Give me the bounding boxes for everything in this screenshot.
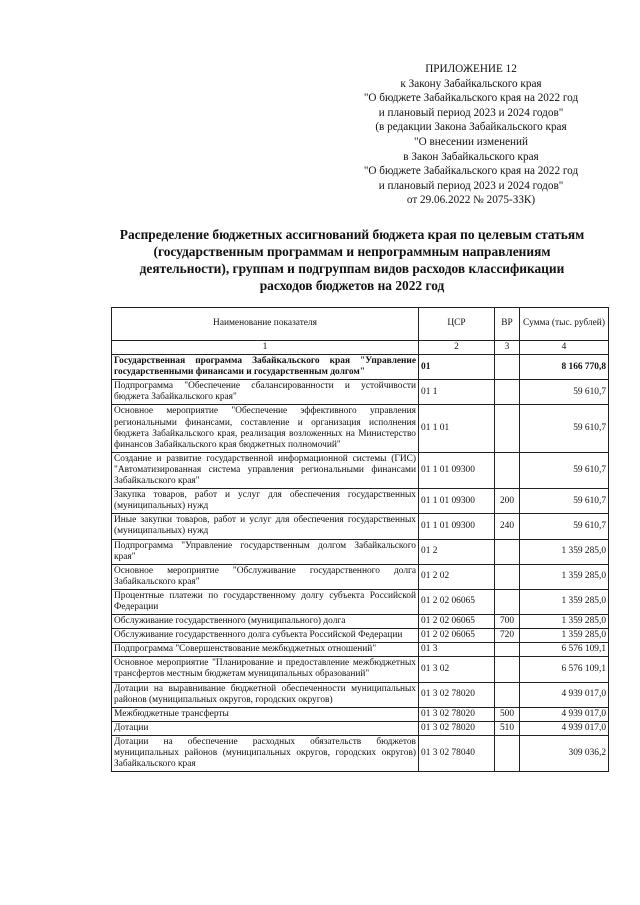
title-line: Распределение бюджетных ассигнований бюджета края по целевым статьям <box>119 227 585 242</box>
row-vr <box>495 539 520 564</box>
row-sum: 4 939 017,0 <box>520 682 609 707</box>
row-name: Дотации на выравнивание бюджетной обеспеченности муниципальных районов (муниципальных округов, городских округов) <box>112 682 419 707</box>
row-csr: 01 2 02 06065 <box>419 589 495 614</box>
row-name: Основное мероприятие "Планирование и предоставление межбюджетных трансфертов местным бюджетам муниципальных образований" <box>112 657 419 682</box>
column-number: 2 <box>419 341 495 355</box>
row-sum: 1 359 285,0 <box>520 589 609 614</box>
row-name: Государственная программа Забайкальского края "Управление государственными финансами и государственным долгом" <box>112 355 419 380</box>
appendix-line: "О бюджете Забайкальского края на 2022 год <box>363 92 579 105</box>
row-name: Обслуживание государственного (муниципального) долга <box>112 615 419 629</box>
table-row <box>112 539 609 564</box>
row-vr: 240 <box>495 514 520 539</box>
row-name: Дотации <box>112 721 419 735</box>
row-sum: 1 359 285,0 <box>520 539 609 564</box>
row-name: Процентные платежи по государственному долгу субъекта Российской Федерации <box>112 589 419 614</box>
header-name: Наименование показателя <box>112 308 419 341</box>
row-csr: 01 3 02 78020 <box>419 707 495 721</box>
column-number-row <box>112 341 609 355</box>
table-row <box>112 380 609 405</box>
row-vr <box>495 589 520 614</box>
row-csr: 01 1 01 <box>419 405 495 452</box>
appendix-line: "О бюджете Забайкальского края на 2022 год <box>363 165 579 178</box>
header-sum: Сумма (тыс. рублей) <box>520 308 609 341</box>
row-csr: 01 3 02 78020 <box>419 682 495 707</box>
appendix-line: ПРИЛОЖЕНИЕ 12 <box>425 63 517 75</box>
row-sum: 4 939 017,0 <box>520 721 609 735</box>
row-name: Подпрограмма "Управление государственным долгом Забайкальского края" <box>112 539 419 564</box>
table-row <box>112 657 609 682</box>
row-sum: 4 939 017,0 <box>520 707 609 721</box>
row-sum: 6 576 109,1 <box>520 643 609 657</box>
row-csr: 01 2 02 06065 <box>419 629 495 643</box>
table-row <box>112 682 609 707</box>
row-vr <box>495 735 520 771</box>
row-csr: 01 1 01 09300 <box>419 452 495 488</box>
row-vr: 720 <box>495 629 520 643</box>
appendix-line: к Закону Забайкальского края <box>400 77 542 90</box>
appendix-line: "О внесении изменений <box>414 135 528 148</box>
row-sum: 59 610,7 <box>520 489 609 514</box>
row-csr: 01 3 02 <box>419 657 495 682</box>
row-vr <box>495 657 520 682</box>
row-csr: 01 1 <box>419 380 495 405</box>
appendix-line: от 29.06.2022 № 2075-ЗЗК) <box>406 194 536 207</box>
row-csr: 01 1 01 09300 <box>419 514 495 539</box>
row-csr: 01 <box>419 355 495 380</box>
row-vr: 500 <box>495 707 520 721</box>
row-name: Межбюджетные трансферты <box>112 707 419 721</box>
title-line: деятельности), группам и подгруппам видов расходов классификации <box>139 261 565 276</box>
row-csr: 01 1 01 09300 <box>419 489 495 514</box>
document-title <box>100 226 604 294</box>
row-sum: 6 576 109,1 <box>520 657 609 682</box>
row-name: Создание и развитие государственной информационной системы (ГИС) "Автоматизированная система управления региональными финансами Забайкальского края" <box>112 452 419 488</box>
header-csr: ЦСР <box>419 308 495 341</box>
table-row <box>112 629 609 643</box>
budget-table <box>111 307 609 772</box>
appendix-line: в Закон Забайкальского края <box>403 150 539 163</box>
appendix-line: и плановый период 2023 и 2024 годов" <box>378 179 564 192</box>
table-row <box>112 514 609 539</box>
row-sum: 1 359 285,0 <box>520 615 609 629</box>
row-sum: 1 359 285,0 <box>520 629 609 643</box>
row-vr <box>495 405 520 452</box>
row-vr <box>495 380 520 405</box>
column-number: 3 <box>495 341 520 355</box>
title-line: расходов бюджетов на 2022 год <box>259 278 445 293</box>
row-vr: 510 <box>495 721 520 735</box>
table-row <box>112 489 609 514</box>
row-sum: 8 166 770,8 <box>520 355 609 380</box>
table-row <box>112 735 609 771</box>
row-vr <box>495 643 520 657</box>
row-csr: 01 3 02 78020 <box>419 721 495 735</box>
appendix-line: (в редакции Закона Забайкальского края <box>375 121 567 134</box>
row-vr <box>495 564 520 589</box>
row-name: Основное мероприятие "Обслуживание государственного долга Забайкальского края" <box>112 564 419 589</box>
row-name: Обслуживание государственного долга субъекта Российской Федерации <box>112 629 419 643</box>
row-sum: 59 610,7 <box>520 452 609 488</box>
row-name: Дотации на обеспечение расходных обязательств бюджетов муниципальных районов (муниципальных округов, городских округов) Забайкальского края <box>112 735 419 771</box>
row-csr: 01 2 02 06065 <box>419 615 495 629</box>
row-csr: 01 3 <box>419 643 495 657</box>
row-vr <box>495 355 520 380</box>
row-csr: 01 2 <box>419 539 495 564</box>
table-row <box>112 643 609 657</box>
row-name: Закупка товаров, работ и услуг для обеспечения государственных (муниципальных) нужд <box>112 489 419 514</box>
table-row <box>112 452 609 488</box>
row-sum: 309 036,2 <box>520 735 609 771</box>
row-vr: 200 <box>495 489 520 514</box>
row-csr: 01 2 02 <box>419 564 495 589</box>
row-sum: 59 610,7 <box>520 514 609 539</box>
row-csr: 01 3 02 78040 <box>419 735 495 771</box>
column-number: 4 <box>520 341 609 355</box>
row-name: Основное мероприятие "Обеспечение эффективного управления региональными финансами, составление и организация исполнения бюджета Забайкальского края, реализация возложенных на Министерство финансов Забайкальского края бюджетных полномочий" <box>112 405 419 452</box>
row-name: Подпрограмма "Совершенствование межбюджетных отношений" <box>112 643 419 657</box>
title-line: (государственным программам и непрограммным направлениям <box>153 244 551 259</box>
header-row <box>112 308 609 341</box>
table-row <box>112 355 609 380</box>
table-row <box>112 721 609 735</box>
table-row <box>112 707 609 721</box>
row-name: Иные закупки товаров, работ и услуг для обеспечения государственных (муниципальных) нужд <box>112 514 419 539</box>
row-sum: 59 610,7 <box>520 405 609 452</box>
table-row <box>112 589 609 614</box>
header-vr: ВР <box>495 308 520 341</box>
appendix-header <box>330 62 612 208</box>
row-name: Подпрограмма "Обеспечение сбалансированности и устойчивости бюджета Забайкальского края" <box>112 380 419 405</box>
column-number: 1 <box>112 341 419 355</box>
row-sum: 1 359 285,0 <box>520 564 609 589</box>
table-row <box>112 405 609 452</box>
table-row <box>112 615 609 629</box>
table-row <box>112 564 609 589</box>
row-vr: 700 <box>495 615 520 629</box>
row-sum: 59 610,7 <box>520 380 609 405</box>
row-vr <box>495 452 520 488</box>
row-vr <box>495 682 520 707</box>
appendix-line: и плановый период 2023 и 2024 годов" <box>378 106 564 119</box>
